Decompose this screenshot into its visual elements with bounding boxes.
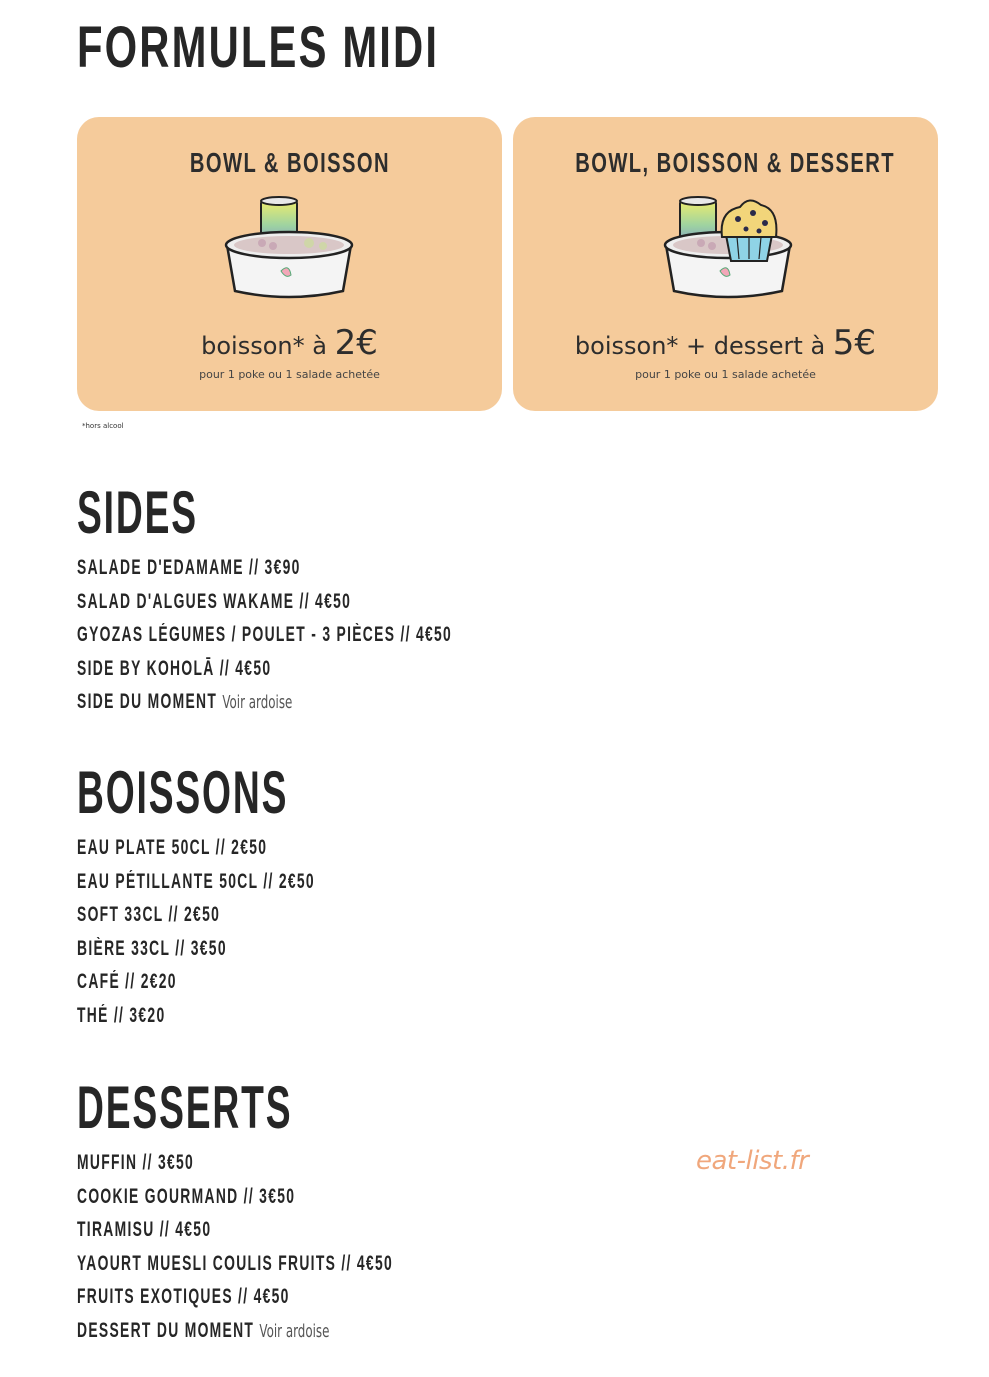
bowl-drink-dessert-illustration [513,193,938,305]
menu-item: SALADE D'EDAMAME // 3€90 [77,556,301,579]
card-title: BOWL & BOISSON [189,147,390,178]
muffin-icon [722,200,777,261]
menu-item: THÉ // 3€20 [77,1003,166,1027]
page-title: FORMULES MIDI [77,15,440,80]
menu-item: YAOURT MUESLI COULIS FRUITS // 4€50 [77,1251,394,1275]
item-note: Voir ardoise [259,1320,330,1342]
poke-bowl-icon [226,232,352,297]
menu-item: FRUITS EXOTIQUES // 4€50 [77,1285,290,1308]
section-title-desserts: DESSERTS [77,1074,293,1141]
offer-price: 2€ [334,323,378,363]
offer-text: boisson* + dessert à [574,332,833,360]
card-title: BOWL, BOISSON & DESSERT [575,147,896,178]
sides-list [77,556,645,724]
menu-item: COOKIE GOURMAND // 3€50 [77,1184,296,1208]
menu-item: TIRAMISU // 4€50 [77,1218,212,1241]
boissons-list [77,836,438,1037]
offer-condition: pour 1 poke ou 1 salade achetée [199,368,380,381]
menu-item: MUFFIN // 3€50 [77,1151,195,1174]
menu-item: SOFT 33CL // 2€50 [77,903,221,926]
formule-card-bowl-boisson [77,117,502,411]
section-title-sides: SIDES [77,479,198,546]
offer-condition: pour 1 poke ou 1 salade achetée [635,368,816,381]
section-title-boissons: BOISSONS [77,759,289,826]
footnote: *hors alcool [82,422,124,430]
menu-item: EAU PÉTILLANTE 50CL // 2€50 [77,869,315,893]
menu-item: SIDE DU MOMENT Voir ardoise [77,690,293,713]
menu-item: BIÈRE 33CL // 3€50 [77,936,227,960]
formule-card-bowl-boisson-dessert [513,117,938,411]
offer-price: 5€ [832,323,877,363]
bowl-drink-illustration [77,193,502,305]
menu-item: GYOZAS LÉGUMES / POULET - 3 PIÈCES // 4€50 [77,623,453,646]
menu-item: SIDE BY KOHOLĀ // 4€50 [77,656,272,680]
item-note: Voir ardoise [222,692,293,713]
menu-item: SALAD D'ALGUES WAKAME // 4€50 [77,589,352,613]
menu-item: DESSERT DU MOMENT Voir ardoise [77,1318,330,1342]
menu-item: CAFÉ // 2€20 [77,970,177,993]
watermark: eat-list.fr [696,1146,809,1176]
desserts-list [77,1151,556,1352]
offer-text: boisson* à [201,332,335,360]
menu-item: EAU PLATE 50CL // 2€50 [77,836,268,859]
